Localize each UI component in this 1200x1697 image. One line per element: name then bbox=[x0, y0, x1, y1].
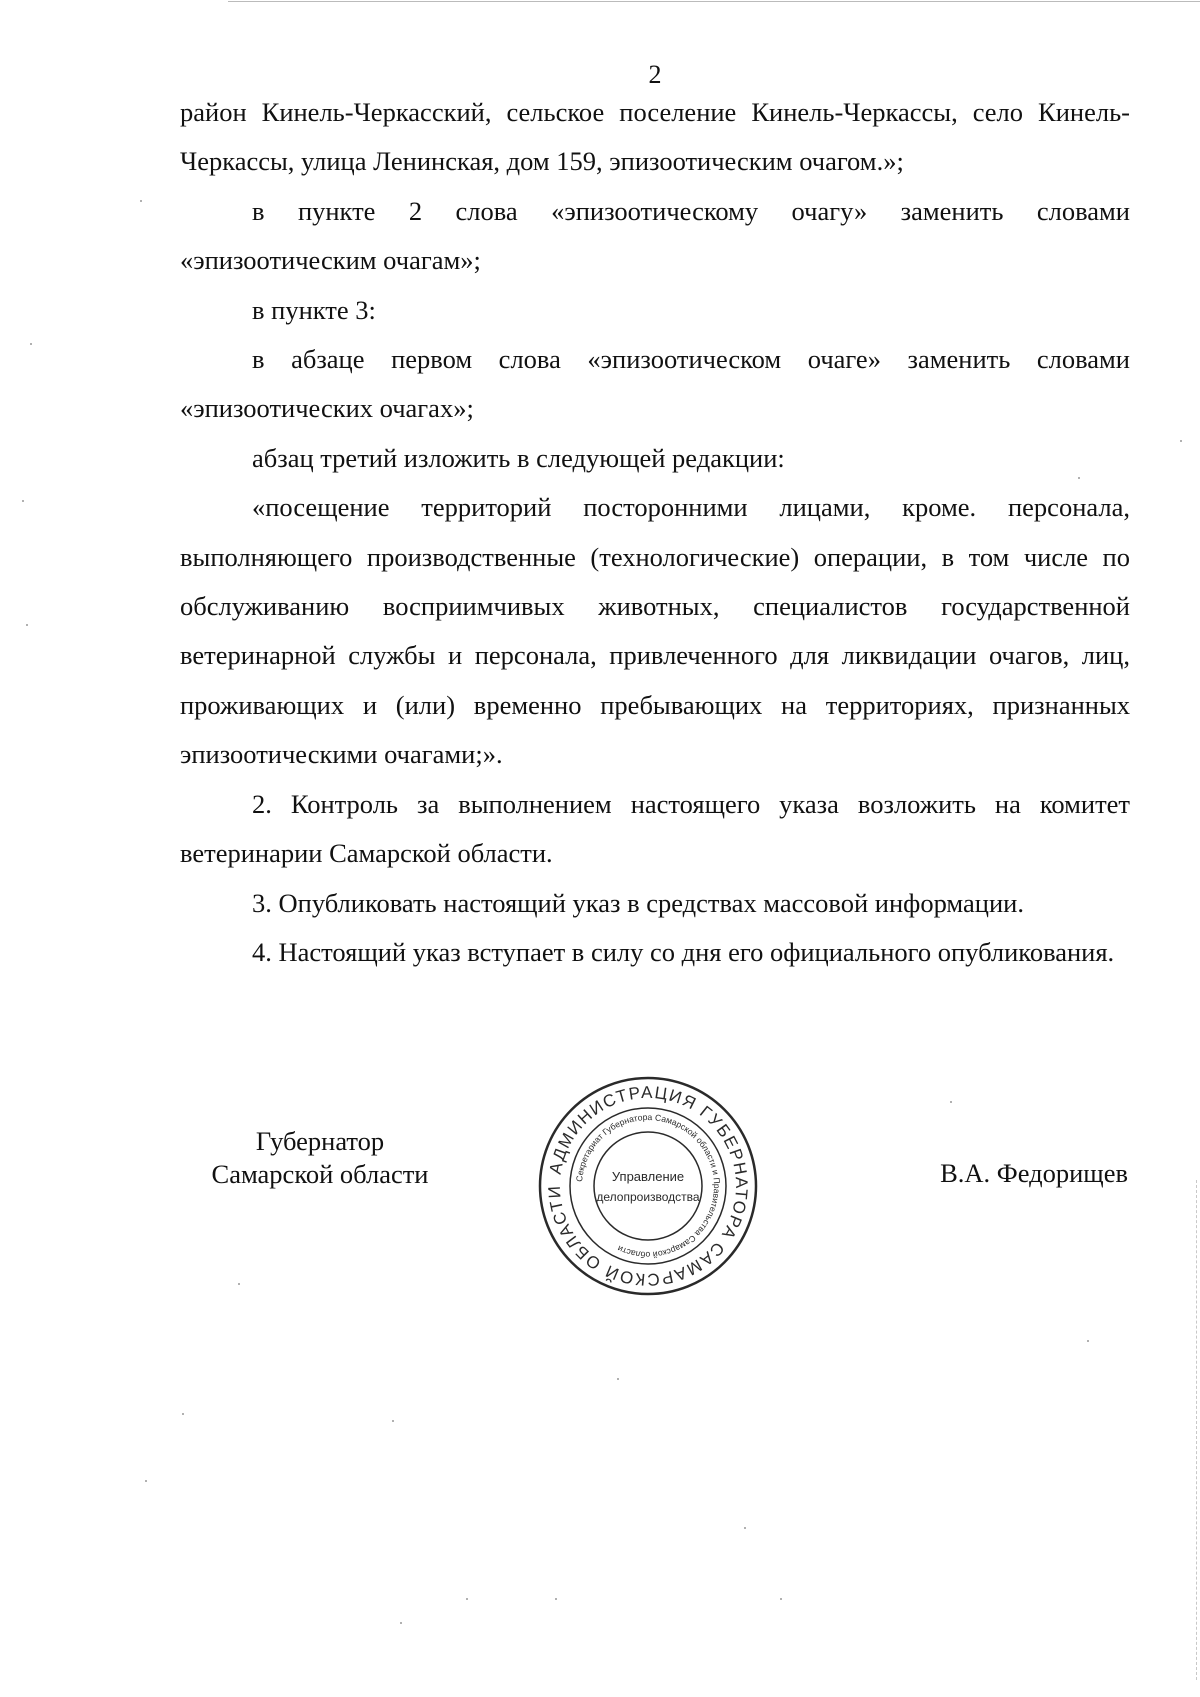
seal-inner-ring-text: Секретариат Губернатора Самарской области и Правительства Самарской области bbox=[574, 1111, 723, 1261]
seal-center-line-1: Управление bbox=[611, 1169, 685, 1184]
paragraph-address-continuation: район Кинель-Черкасский, сельское поселение Кинель-Черкассы, село Кинель-Черкассы, улица Ленинская, дом 159, эпизоотическим очагом.»; bbox=[180, 97, 1130, 177]
scan-speck bbox=[145, 1480, 147, 1482]
paragraph-entry-into-force: 4. Настоящий указ вступает в силу со дня его официального опубликования. bbox=[252, 936, 1115, 967]
scan-speck bbox=[1180, 440, 1182, 442]
paragraph-item-3-heading: в пункте 3: bbox=[252, 294, 376, 325]
paragraph-third-clause-heading: абзац третий изложить в следующей редакции: bbox=[252, 442, 785, 473]
paragraph-item-2-amendment: в пункте 2 слова «эпизоотическому очагу» заменить словами «эпизоотическим очагам»; bbox=[180, 195, 1130, 276]
scan-speck bbox=[22, 500, 24, 502]
scan-speck bbox=[744, 1527, 746, 1529]
top-edge-rule bbox=[228, 1, 1200, 2]
scan-speck bbox=[30, 343, 32, 345]
signer-name: В.А. Федорищев bbox=[940, 1158, 1128, 1188]
scan-speck bbox=[780, 1598, 782, 1600]
document-body bbox=[180, 88, 1130, 977]
official-seal bbox=[536, 1074, 760, 1298]
seal-outer-ring bbox=[540, 1078, 756, 1294]
seal-inner-ring bbox=[594, 1132, 702, 1240]
signer-position-line-1: Губернатор bbox=[255, 1126, 385, 1156]
scan-speck bbox=[466, 1598, 468, 1600]
scan-speck bbox=[555, 1598, 557, 1600]
paragraph-third-clause-text: «посещение территорий посторонними лицами, кроме. персонала, выполняющего производственные (технологические) операции, в том числе по обслуживанию восприимчивых животных, специалистов государственной ветеринарной службы и персонала, привлеченного для ликвидации очагов, лиц, проживающих и (или) временно пребывающих на территориях, признанных эпизоотическими очагами;». bbox=[180, 492, 1130, 770]
paragraph-publication: 3. Опубликовать настоящий указ в средствах массовой информации. bbox=[252, 887, 1024, 918]
paragraph-control: 2. Контроль за выполнением настоящего указа возложить на комитет ветеринарии Самарской области. bbox=[180, 788, 1130, 869]
scan-speck bbox=[950, 1101, 952, 1103]
scan-speck bbox=[1078, 477, 1080, 479]
seal-outer-text: АДМИНИСТРАЦИЯ ГУБЕРНАТОРА САМАРСКОЙ ОБЛАСТИ bbox=[544, 1082, 752, 1290]
signer-position-line-2: Самарской области bbox=[211, 1159, 429, 1189]
scan-speck bbox=[140, 200, 142, 202]
scan-speck bbox=[392, 1420, 394, 1422]
seal-center-line-2: делопроизводства bbox=[596, 1190, 700, 1204]
page-number: 2 bbox=[648, 60, 662, 89]
scan-speck bbox=[238, 1283, 240, 1285]
signer-position bbox=[180, 1125, 460, 1191]
scan-speck bbox=[617, 1378, 619, 1380]
scan-speck bbox=[1087, 1340, 1089, 1342]
scan-speck bbox=[26, 624, 28, 626]
paragraph-first-clause-amendment: в абзаце первом слова «эпизоотическом очаге» заменить словами «эпизоотических очагах»; bbox=[180, 344, 1130, 424]
right-edge-rule bbox=[1196, 1180, 1197, 1680]
scan-speck bbox=[182, 1413, 184, 1415]
scan-speck bbox=[400, 1622, 402, 1624]
